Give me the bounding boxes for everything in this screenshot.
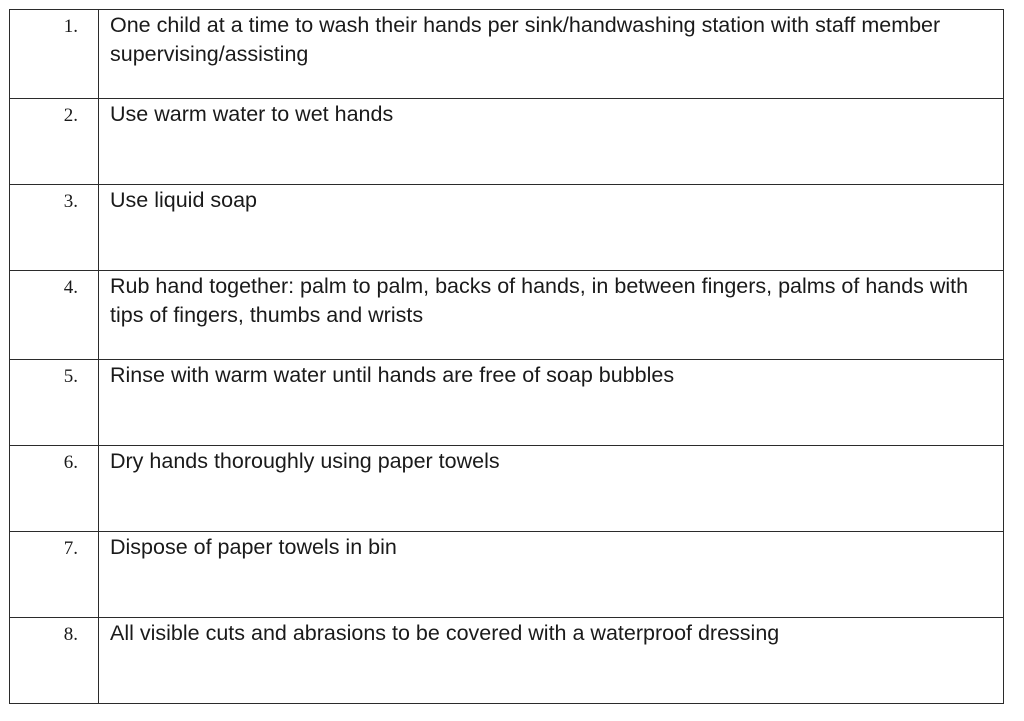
step-number: 2. xyxy=(10,99,99,185)
step-text: Dry hands thoroughly using paper towels xyxy=(99,446,1004,532)
step-number: 3. xyxy=(10,185,99,271)
table-row xyxy=(10,618,1004,704)
step-number: 5. xyxy=(10,360,99,446)
step-text: Rinse with warm water until hands are free of soap bubbles xyxy=(99,360,1004,446)
step-text: Use liquid soap xyxy=(99,185,1004,271)
step-number: 6. xyxy=(10,446,99,532)
table-row xyxy=(10,360,1004,446)
step-number: 1. xyxy=(10,10,99,99)
step-number: 7. xyxy=(10,532,99,618)
table-row xyxy=(10,10,1004,99)
step-text: One child at a time to wash their hands per sink/handwashing station with staff member supervising/assisting xyxy=(99,10,1004,99)
step-text: Use warm water to wet hands xyxy=(99,99,1004,185)
table-row xyxy=(10,446,1004,532)
step-text: All visible cuts and abrasions to be covered with a waterproof dressing xyxy=(99,618,1004,704)
handwashing-steps-table xyxy=(9,9,1004,704)
step-number: 4. xyxy=(10,271,99,360)
table-row xyxy=(10,532,1004,618)
table-row xyxy=(10,185,1004,271)
step-text: Dispose of paper towels in bin xyxy=(99,532,1004,618)
step-text: Rub hand together: palm to palm, backs of hands, in between fingers, palms of hands with tips of fingers, thumbs and wrists xyxy=(99,271,1004,360)
step-number: 8. xyxy=(10,618,99,704)
table-row xyxy=(10,99,1004,185)
table-row xyxy=(10,271,1004,360)
